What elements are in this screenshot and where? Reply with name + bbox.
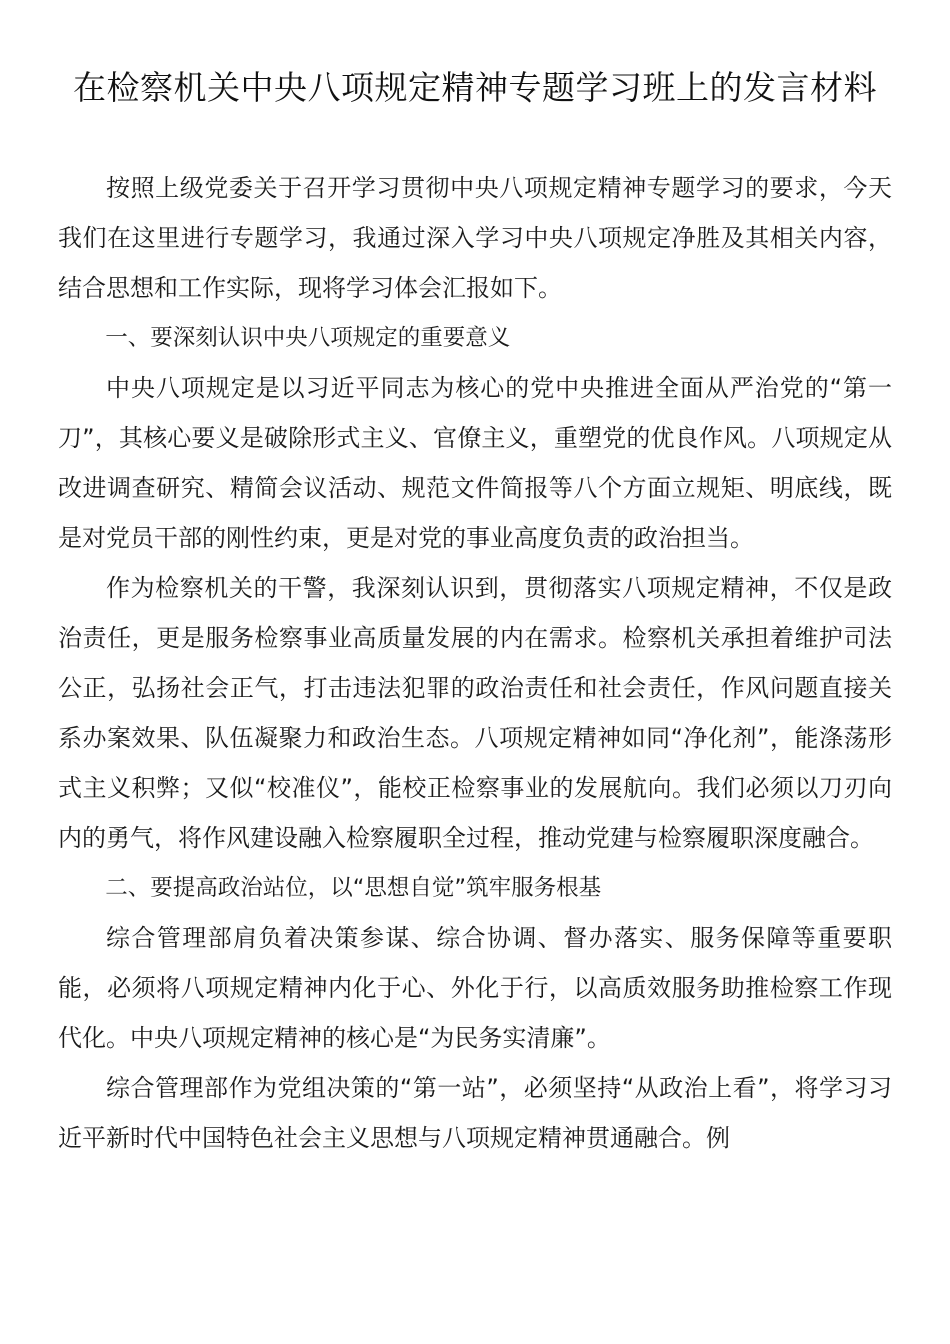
section-2-paragraph-2: 综合管理部作为党组决策的“第一站”，必须坚持“从政治上看”，将学习习近平新时代中国特色社会主义思想与八项规定精神贯通融合。例 (58, 1074, 892, 1152)
document-body (58, 163, 892, 1163)
document-title: 在检察机关中央八项规定精神专题学习班上的发言材料 (73, 68, 877, 107)
section-1-paragraph-2: 作为检察机关的干警，我深刻认识到，贯彻落实八项规定精神，不仅是政治责任，更是服务检察事业高质量发展的内在需求。检察机关承担着维护司法公正，弘扬社会正气，打击违法犯罪的政治责任和社会责任，作风问题直接关系办案效果、队伍凝聚力和政治生态。八项规定精神如同“净化剂”，能涤荡形式主义积弊；又似“校准仪”，能校正检察事业的发展航向。我们必须以刀刃向内的勇气，将作风建设融入检察履职全过程，推动党建与检察履职深度融合。 (58, 574, 892, 852)
section-2-paragraph-1: 综合管理部肩负着决策参谋、综合协调、督办落实、服务保障等重要职能，必须将八项规定精神内化于心、外化于行，以高质效服务助推检察工作现代化。中央八项规定精神的核心是“为民务实清廉”。 (58, 924, 892, 1052)
section-heading-1: 一、要深刻认识中央八项规定的重要意义 (105, 325, 511, 351)
intro-paragraph: 按照上级党委关于召开学习贯彻中央八项规定精神专题学习的要求，今天我们在这里进行专题学习，我通过深入学习中央八项规定净胜及其相关内容，结合思想和工作实际，现将学习体会汇报如下。 (58, 174, 892, 302)
section-1-paragraph-1: 中央八项规定是以习近平同志为核心的党中央推进全面从严治党的“第一刀”，其核心要义是破除形式主义、官僚主义，重塑党的优良作风。八项规定从改进调查研究、精简会议活动、规范文件简报等八个方面立规矩、明底线，既是对党员干部的刚性约束，更是对党的事业高度负责的政治担当。 (58, 374, 892, 552)
section-heading-2: 二、要提高政治站位，以“思想自觉”筑牢服务根基 (105, 875, 602, 901)
